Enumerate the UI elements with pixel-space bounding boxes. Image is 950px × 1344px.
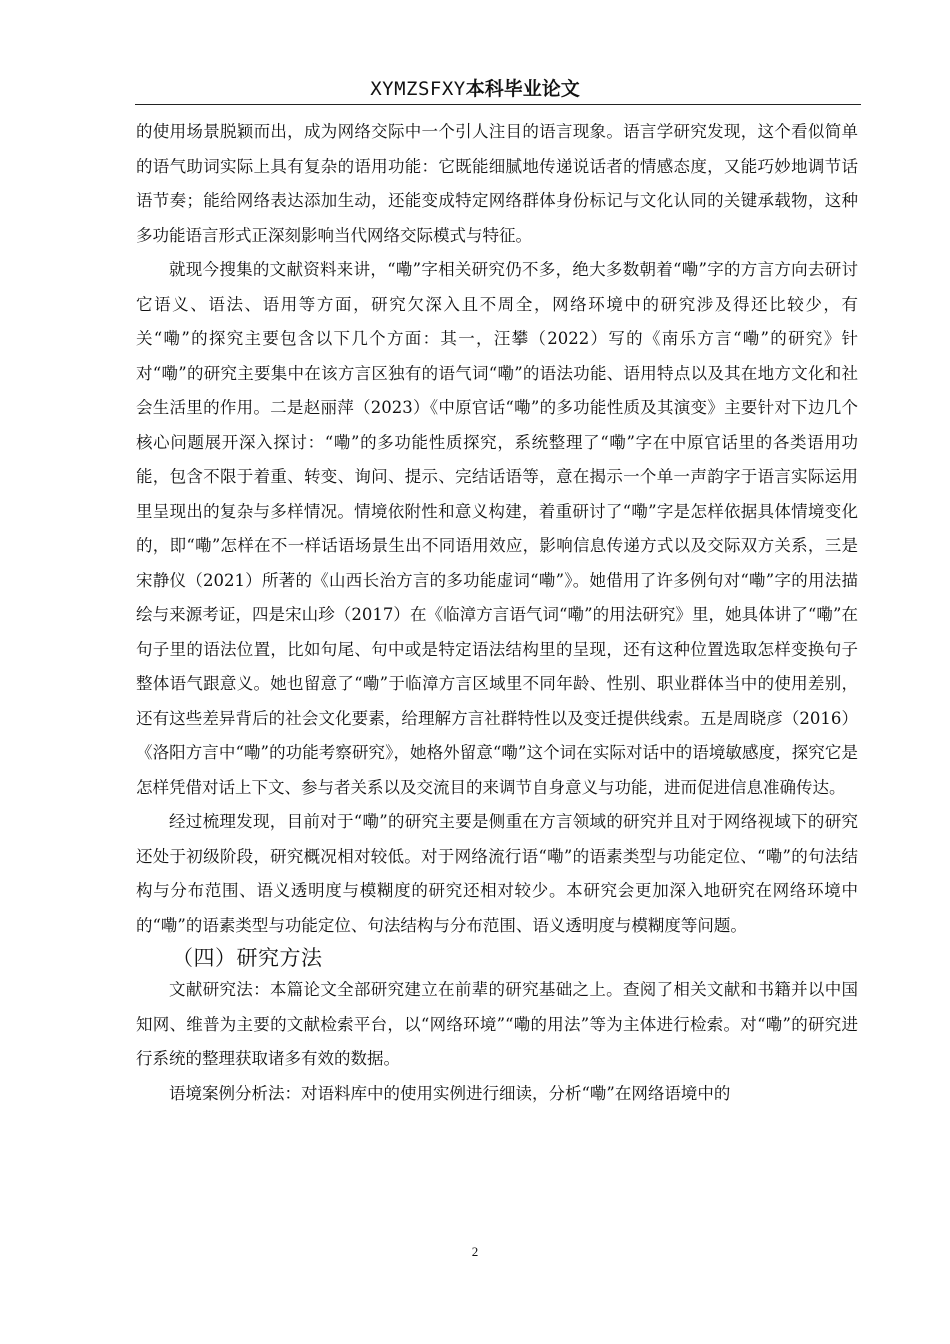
header-divider (135, 104, 861, 105)
paragraph-continued: 的使用场景脱颖而出，成为网络交际中一个引人注目的语言现象。语言学研究发现，这个看似简单的语气助词实际上具有复杂的语用功能：它既能细腻地传递说话者的情感态度，又能巧妙地调节话语节奏；能给网络表达添加生动，还能变成特定网络群体身份标记与文化认同的关键承载物，这种多功能语言形式正深刻影响当代网络交际模式与特征。 (136, 122, 858, 245)
section-heading-research-methods: （四）研究方法 (172, 946, 323, 970)
page-number: 2 (471, 1244, 479, 1259)
paragraph-literature-review: 就现今搜集的文献资料来讲，“嘞”字相关研究仍不多，绝大多数朝着“嘞”字的方言方向去研讨它语义、语法、语用等方面，研究欠深入且不周全，网络环境中的研究涉及得还比较少，有关“嘞”的探究主要包含以下几个方面：其一，汪攀（2022）写的《南乐方言“嘞”的研究》针对“嘞”的研究主要集中在该方言区独有的语气词“嘞”的语法功能、语用特点以及其在地方文化和社会生活里的作用。二是赵丽萍（2023）《中原官话“嘞”的多功能性质及其演变》主要针对下边几个核心问题展开深入探讨：“嘞”的多功能性质探究，系统整理了“嘞”字在中原官话里的各类语用功能，包含不限于着重、转变、询问、提示、完结话语等，意在揭示一个单一声韵字于语言实际运用里呈现出的复杂与多样情况。情境依附性和意义构建，着重研讨了“嘞”字是怎样依据具体情境变化的，即“嘞”怎样在不一样话语场景生出不同语用效应，影响信息传递方式以及交际双方关系，三是宋静仪（2021）所著的《山西长治方言的多功能虚词“嘞”》。她借用了许多例句对“嘞”字的用法描绘与来源考证，四是宋山珍（2017）在《临漳方言语气词“嘞”的用法研究》里，她具体讲了“嘞”在句子里的语法位置，比如句尾、句中或是特定语法结构里的呈现，还有这种位置选取怎样变换句子整体语气跟意义。她也留意了“嘞”于临漳方言区域里不同年龄、性别、职业群体当中的使用差别，还有这些差异背后的社会文化要素，给理解方言社群特性以及变迁提供线索。五是周晓彦（2016）《洛阳方言中“嘞”的功能考察研究》，她格外留意“嘞”这个词在实际对话中的语境敏感度，探究它是怎样凭借对话上下文、参与者关系以及交流目的来调节自身意义与功能，进而促进信息准确传达。 (136, 260, 858, 797)
document-body (136, 115, 858, 1111)
page-header (0, 76, 950, 101)
paragraph-summary: 经过梳理发现，目前对于“嘞”的研究主要是侧重在方言领域的研究并且对于网络视域下的研究还处于初级阶段，研究概况相对较低。对于网络流行语“嘞”的语素类型与功能定位、“嘞”的句法结构与分布范围、语义透明度与模糊度的研究还相对较少。本研究会更加深入地研究在网络环境中的“嘞”的语素类型与功能定位、句法结构与分布范围、语义透明度与模糊度等问题。 (136, 812, 858, 935)
header-school-code: XYMZSFXY (370, 78, 466, 100)
paragraph-literature-method: 文献研究法：本篇论文全部研究建立在前辈的研究基础之上。查阅了相关文献和书籍并以中国知网、维普为主要的文献检索平台，以“网络环境”“嘞的用法”等为主体进行检索。对“嘞”的研究进行系统的整理获取诸多有效的数据。 (136, 980, 858, 1068)
header-title: 本科毕业论文 (465, 78, 580, 100)
paragraph-context-method: 语境案例分析法：对语料库中的使用实例进行细读，分析“嘞”在网络语境中的 (169, 1083, 731, 1103)
